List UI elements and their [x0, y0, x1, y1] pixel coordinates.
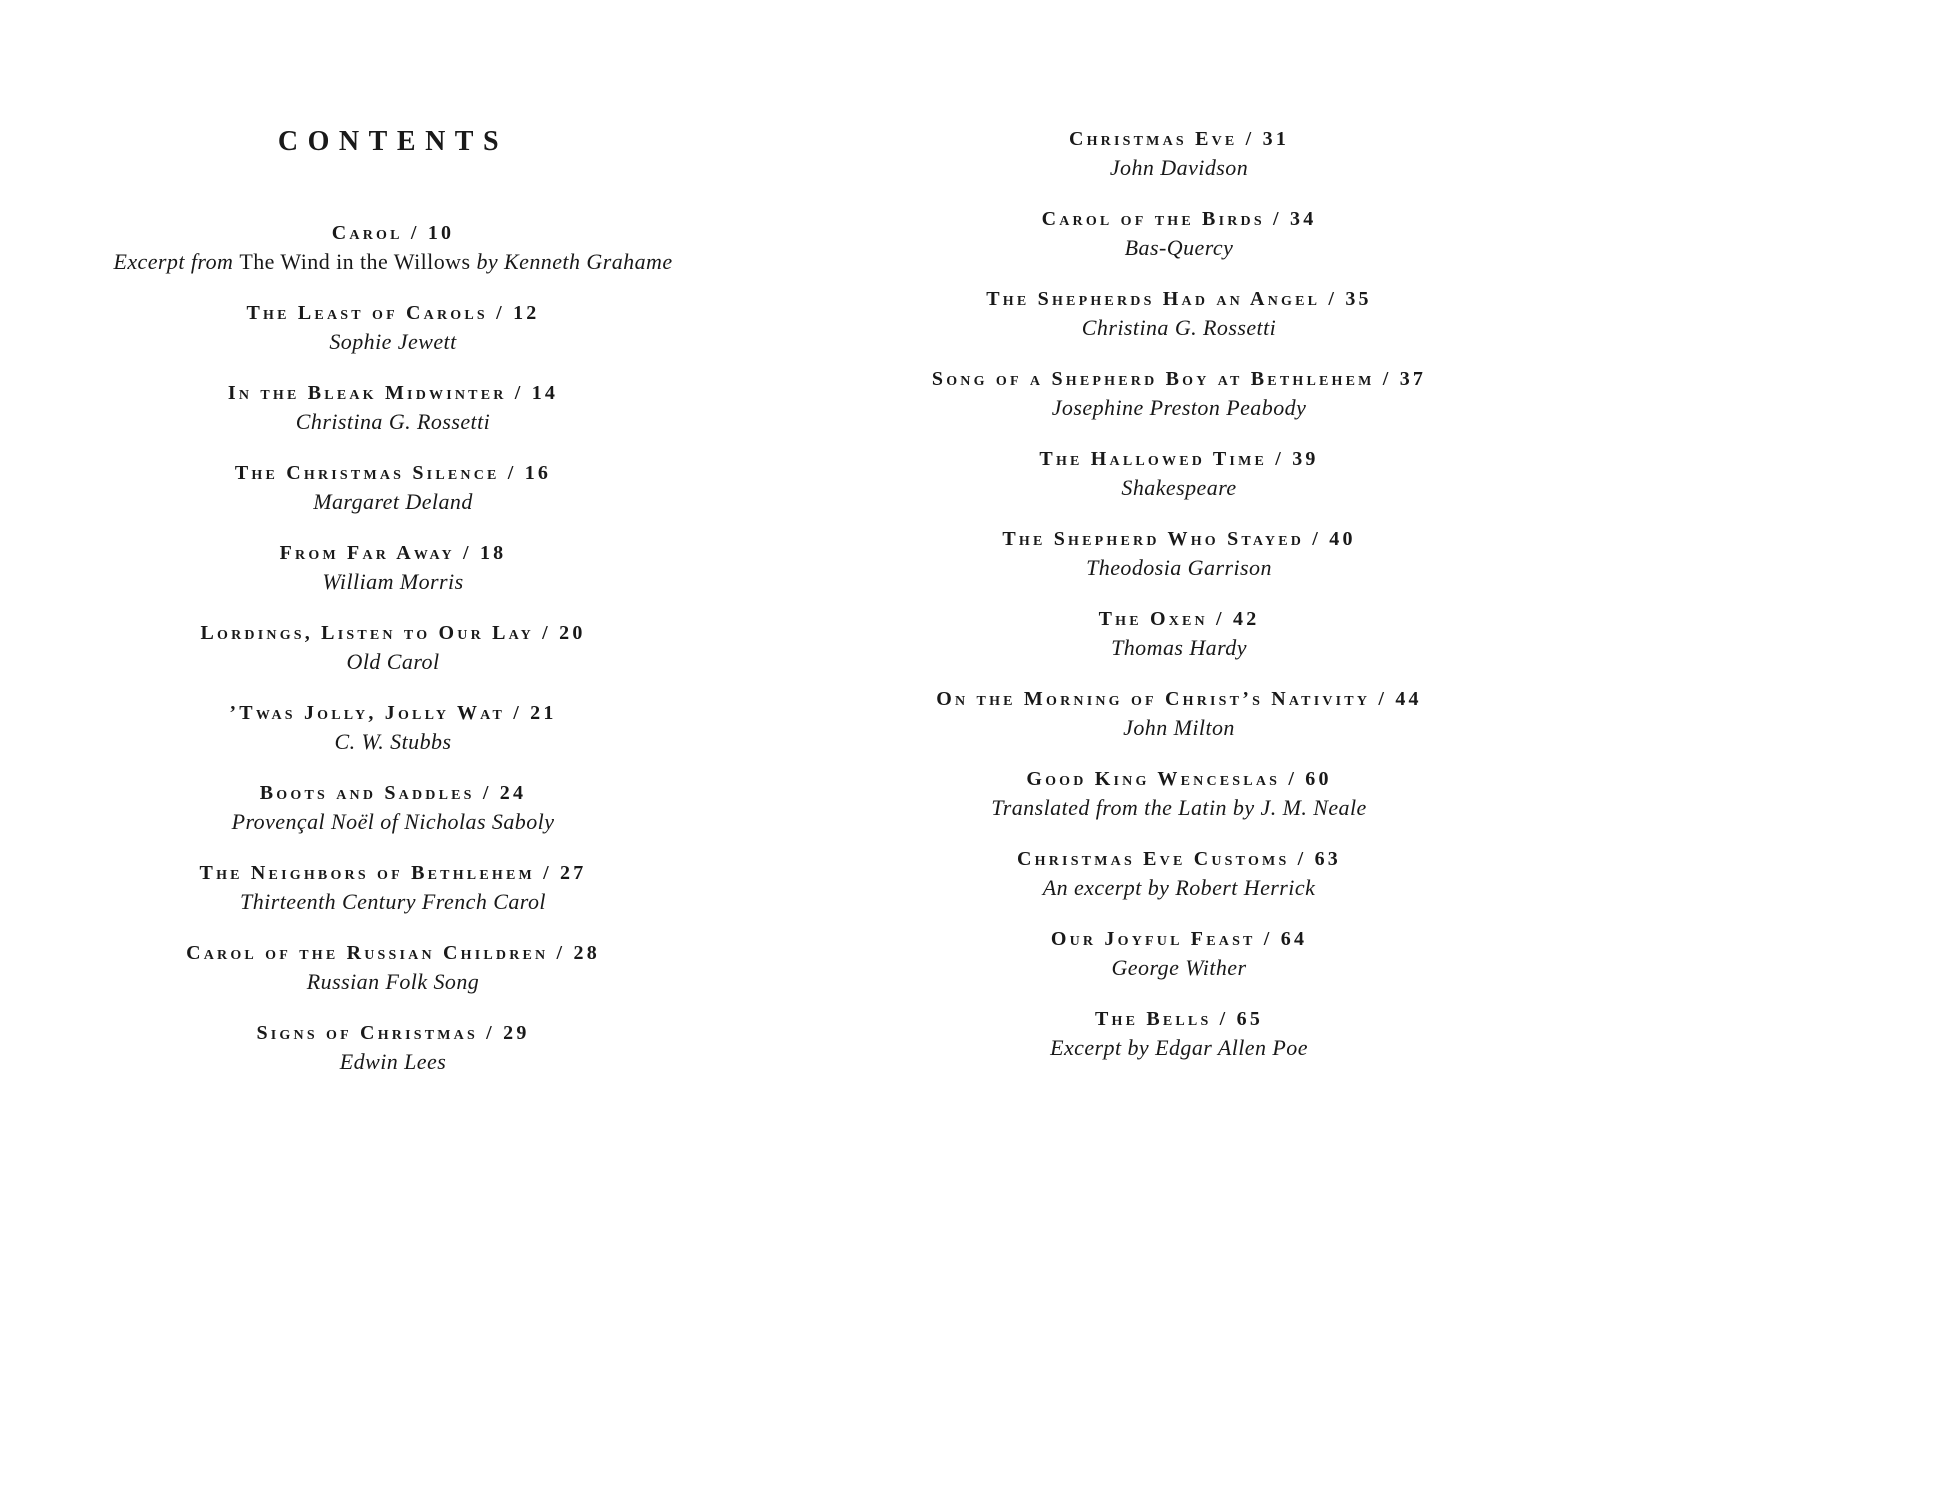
toc-entry-title: Carol / 10 [331, 222, 455, 244]
toc-entry-author: Old Carol [346, 649, 440, 674]
toc-entry [786, 845, 1572, 902]
toc-entry [0, 379, 786, 436]
toc-entry-title: Good King Wenceslas / 60 [1026, 768, 1332, 790]
toc-entry-author: An excerpt by Robert Herrick [1042, 875, 1316, 900]
toc-entry-title: ’Twas Jolly, Jolly Wat / 21 [229, 702, 557, 724]
toc-entry [786, 1005, 1572, 1062]
toc-entry-author: Bas-Quercy [1124, 235, 1234, 260]
toc-entry-author: Sophie Jewett [329, 329, 457, 354]
toc-entry-author: Josephine Preston Peabody [1051, 395, 1307, 420]
toc-entry-title: Christmas Eve Customs / 63 [1017, 848, 1341, 870]
toc-entry-author: Christina G. Rossetti [295, 409, 491, 434]
toc-entry-author: Thomas Hardy [1111, 635, 1247, 660]
toc-entry [786, 125, 1572, 182]
toc-entry-author: John Milton [1123, 715, 1235, 740]
toc-entry-title: Song of a Shepherd Boy at Bethlehem / 37 [931, 368, 1427, 390]
toc-entry [0, 779, 786, 836]
toc-entry-author: Thirteenth Century French Carol [240, 889, 546, 914]
toc-entry [786, 605, 1572, 662]
toc-entry-author: Provençal Noël of Nicholas Saboly [231, 809, 555, 834]
toc-entry [786, 445, 1572, 502]
toc-entry-author-part: The Wind in the Willows [239, 249, 471, 274]
toc-entry [0, 299, 786, 356]
toc-right-column [786, 125, 1572, 1504]
toc-entry-title: The Neighbors of Bethlehem / 27 [199, 862, 587, 884]
toc-entry-title: From Far Away / 18 [279, 542, 507, 564]
toc-entry-author: George Wither [1111, 955, 1247, 980]
toc-entry-author: Russian Folk Song [306, 969, 480, 994]
toc-entry-author: Shakespeare [1121, 475, 1237, 500]
toc-entry-author: Excerpt by Edgar Allen Poe [1050, 1035, 1308, 1060]
toc-entry [786, 685, 1572, 742]
toc-entry [786, 205, 1572, 262]
toc-entry-title: The Christmas Silence / 16 [234, 462, 552, 484]
toc-entry-title: The Shepherds Had an Angel / 35 [986, 288, 1372, 310]
toc-left-column [0, 125, 786, 1504]
toc-entry-title: On the Morning of Christ’s Nativity / 44 [936, 688, 1422, 710]
toc-entry-title: The Shepherd Who Stayed / 40 [1002, 528, 1356, 550]
toc-entry [786, 925, 1572, 982]
toc-entry-title: Christmas Eve / 31 [1068, 128, 1290, 150]
toc-entry-title: Carol of the Russian Children / 28 [186, 942, 600, 964]
toc-entry [786, 525, 1572, 582]
toc-entry [0, 699, 786, 756]
toc-entry-author-part: by Kenneth Grahame [470, 249, 673, 274]
toc-entry-title: Boots and Saddles / 24 [259, 782, 527, 804]
page-title: CONTENTS [277, 126, 509, 157]
toc-entry [0, 539, 786, 596]
toc-entry-author: Edwin Lees [339, 1049, 447, 1074]
toc-entry-author: Margaret Deland [313, 489, 473, 514]
toc-entry-title: Carol of the Birds / 34 [1041, 208, 1317, 230]
toc-entry-author: Theodosia Garrison [1086, 555, 1272, 580]
toc-entry [0, 619, 786, 676]
toc-entry [0, 939, 786, 996]
toc-entry-title: In the Bleak Midwinter / 14 [227, 382, 559, 404]
toc-entry-title: Our Joyful Feast / 64 [1050, 928, 1308, 950]
toc-entry [0, 859, 786, 916]
toc-entry-author: William Morris [322, 569, 464, 594]
toc-entry-title: The Hallowed Time / 39 [1039, 448, 1319, 470]
toc-entry [0, 1019, 786, 1076]
toc-entry-title: The Bells / 65 [1094, 1008, 1264, 1030]
toc-entry-author [0, 248, 786, 276]
toc-entry [786, 285, 1572, 342]
toc-entry [0, 459, 786, 516]
toc-entry-author: C. W. Stubbs [334, 729, 452, 754]
toc-entry-title: Lordings, Listen to Our Lay / 20 [200, 622, 586, 644]
toc-entry-author-part: Excerpt from [113, 249, 240, 274]
toc-entry [0, 219, 786, 276]
toc-entry [786, 365, 1572, 422]
toc-entry-title: Signs of Christmas / 29 [256, 1022, 530, 1044]
toc-entry-author: John Davidson [1109, 155, 1249, 180]
toc-entry-author: Christina G. Rossetti [1081, 315, 1277, 340]
toc-entry-title: The Oxen / 42 [1098, 608, 1260, 630]
toc-entry-author: Translated from the Latin by J. M. Neale [991, 795, 1367, 820]
toc-entry [786, 765, 1572, 822]
toc-entry-title: The Least of Carols / 12 [246, 302, 540, 324]
